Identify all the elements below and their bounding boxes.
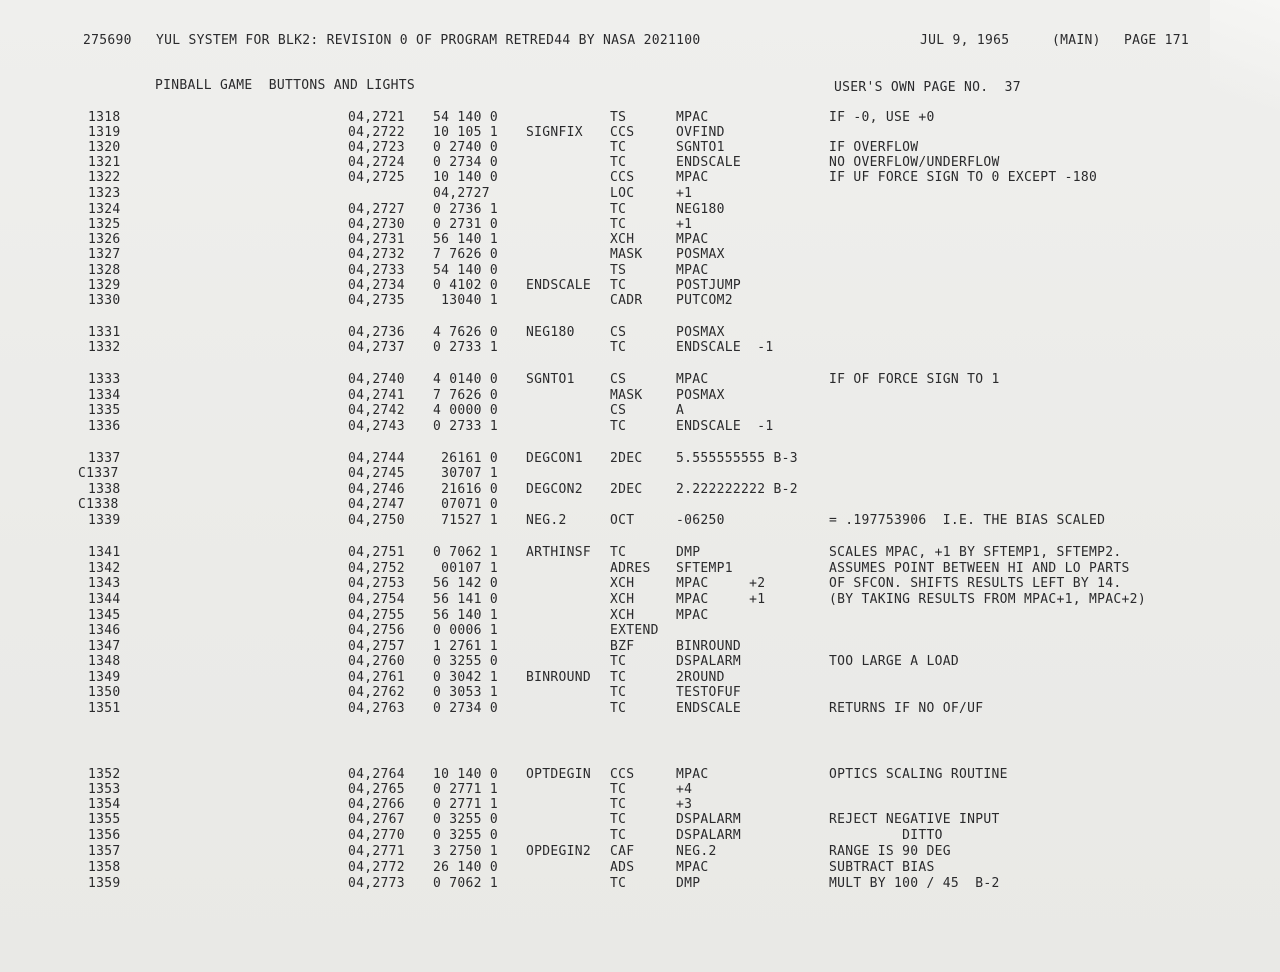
opcode: TC bbox=[610, 140, 627, 155]
operand: OVFIND bbox=[676, 125, 725, 140]
comment: SUBTRACT BIAS bbox=[829, 860, 935, 875]
opcode: TC bbox=[610, 217, 627, 232]
line-number: 1344 bbox=[88, 592, 121, 607]
line-number: 1332 bbox=[88, 340, 121, 355]
machine-code: 3 2750 1 bbox=[433, 844, 499, 859]
line-number: 1356 bbox=[88, 828, 121, 843]
line-number: 1346 bbox=[88, 623, 121, 638]
machine-code: 0 3053 1 bbox=[433, 685, 499, 700]
address: 04,2747 bbox=[348, 497, 405, 512]
line-number: C1338 bbox=[78, 497, 119, 512]
opcode: TC bbox=[610, 876, 627, 891]
machine-code: 04,2727 bbox=[433, 186, 490, 201]
operand: ENDSCALE -1 bbox=[676, 419, 774, 434]
machine-code: 0 2740 0 bbox=[433, 140, 499, 155]
opcode: CS bbox=[610, 403, 627, 418]
line-number: 1325 bbox=[88, 217, 121, 232]
comment: NO OVERFLOW/UNDERFLOW bbox=[829, 155, 1000, 170]
symbol-label: SIGNFIX bbox=[526, 125, 583, 140]
machine-code: 10 140 0 bbox=[433, 767, 499, 782]
symbol-label: ARTHINSF bbox=[526, 545, 592, 560]
line-number: 1318 bbox=[88, 110, 121, 125]
machine-code: 54 140 0 bbox=[433, 110, 499, 125]
line-number: 1357 bbox=[88, 844, 121, 859]
address: 04,2763 bbox=[348, 701, 405, 716]
address: 04,2764 bbox=[348, 767, 405, 782]
opcode: XCH bbox=[610, 592, 635, 607]
comment: = .197753906 I.E. THE BIAS SCALED bbox=[829, 513, 1106, 528]
opcode: TC bbox=[610, 419, 627, 434]
address: 04,2734 bbox=[348, 278, 405, 293]
address: 04,2725 bbox=[348, 170, 405, 185]
address: 04,2761 bbox=[348, 670, 405, 685]
machine-code: 0 4102 0 bbox=[433, 278, 499, 293]
operand: POSMAX bbox=[676, 247, 725, 262]
symbol-label: DEGCON2 bbox=[526, 482, 583, 497]
opcode: MASK bbox=[610, 247, 643, 262]
line-number: 1342 bbox=[88, 561, 121, 576]
operand: DSPALARM bbox=[676, 654, 742, 669]
address: 04,2756 bbox=[348, 623, 405, 638]
opcode: MASK bbox=[610, 388, 643, 403]
machine-code: 21616 0 bbox=[433, 482, 499, 497]
line-number: 1327 bbox=[88, 247, 121, 262]
operand: ENDSCALE -1 bbox=[676, 340, 774, 355]
opcode: OCT bbox=[610, 513, 635, 528]
symbol-label: OPTDEGIN bbox=[526, 767, 592, 782]
address: 04,2721 bbox=[348, 110, 405, 125]
line-number: 1339 bbox=[88, 513, 121, 528]
operand: MPAC bbox=[676, 263, 709, 278]
machine-code: 26 140 0 bbox=[433, 860, 499, 875]
machine-code: 0 2771 1 bbox=[433, 797, 499, 812]
opcode: CS bbox=[610, 372, 627, 387]
machine-code: 4 7626 0 bbox=[433, 325, 499, 340]
address: 04,2750 bbox=[348, 513, 405, 528]
machine-code: 0 2731 0 bbox=[433, 217, 499, 232]
opcode: TC bbox=[610, 202, 627, 217]
operand: SFTEMP1 bbox=[676, 561, 733, 576]
operand: 5.555555555 B-3 bbox=[676, 451, 798, 466]
machine-code: 7 7626 0 bbox=[433, 247, 499, 262]
address: 04,2752 bbox=[348, 561, 405, 576]
opcode: CCS bbox=[610, 767, 635, 782]
machine-code: 0 3255 0 bbox=[433, 828, 499, 843]
line-number: 1359 bbox=[88, 876, 121, 891]
machine-code: 4 0140 0 bbox=[433, 372, 499, 387]
address: 04,2736 bbox=[348, 325, 405, 340]
symbol-label: NEG180 bbox=[526, 325, 575, 340]
machine-code: 07071 0 bbox=[433, 497, 499, 512]
operand: -06250 bbox=[676, 513, 725, 528]
address: 04,2733 bbox=[348, 263, 405, 278]
operand: POSMAX bbox=[676, 325, 725, 340]
address: 04,2773 bbox=[348, 876, 405, 891]
line-number: C1337 bbox=[78, 466, 119, 481]
machine-code: 7 7626 0 bbox=[433, 388, 499, 403]
opcode: TC bbox=[610, 782, 627, 797]
comment: DITTO bbox=[829, 828, 943, 843]
opcode: TC bbox=[610, 797, 627, 812]
opcode: CS bbox=[610, 325, 627, 340]
opcode: TS bbox=[610, 263, 627, 278]
section-title: PINBALL GAME BUTTONS AND LIGHTS bbox=[155, 78, 416, 93]
listing-date: JUL 9, 1965 bbox=[920, 33, 1010, 48]
operand: MPAC +2 bbox=[676, 576, 766, 591]
line-number: 1350 bbox=[88, 685, 121, 700]
line-number: 1354 bbox=[88, 797, 121, 812]
machine-code: 0 7062 1 bbox=[433, 545, 499, 560]
machine-code: 56 140 1 bbox=[433, 608, 499, 623]
symbol-label: BINROUND bbox=[526, 670, 592, 685]
machine-code: 13040 1 bbox=[433, 293, 499, 308]
opcode: TC bbox=[610, 654, 627, 669]
operand: DSPALARM bbox=[676, 828, 742, 843]
operand: MPAC bbox=[676, 110, 709, 125]
opcode: CADR bbox=[610, 293, 643, 308]
machine-code: 0 0006 1 bbox=[433, 623, 499, 638]
machine-code: 56 142 0 bbox=[433, 576, 499, 591]
operand: BINROUND bbox=[676, 639, 742, 654]
operand: MPAC bbox=[676, 608, 709, 623]
operand: ENDSCALE bbox=[676, 701, 742, 716]
address: 04,2757 bbox=[348, 639, 405, 654]
machine-code: 56 140 1 bbox=[433, 232, 499, 247]
operand: 2ROUND bbox=[676, 670, 725, 685]
comment: IF -0, USE +0 bbox=[829, 110, 935, 125]
line-number: 1347 bbox=[88, 639, 121, 654]
opcode: LOC bbox=[610, 186, 635, 201]
machine-code: 0 3042 1 bbox=[433, 670, 499, 685]
opcode: ADS bbox=[610, 860, 635, 875]
opcode: CAF bbox=[610, 844, 635, 859]
line-number: 1358 bbox=[88, 860, 121, 875]
opcode: TC bbox=[610, 545, 627, 560]
symbol-label: SGNTO1 bbox=[526, 372, 575, 387]
operand: POSTJUMP bbox=[676, 278, 742, 293]
address: 04,2751 bbox=[348, 545, 405, 560]
operand: MPAC bbox=[676, 767, 709, 782]
opcode: TC bbox=[610, 155, 627, 170]
opcode: TC bbox=[610, 340, 627, 355]
system-line: YUL SYSTEM FOR BLK2: REVISION 0 OF PROGRAM RETRED44 BY NASA 2021100 bbox=[156, 33, 701, 48]
address: 04,2760 bbox=[348, 654, 405, 669]
comment: SCALES MPAC, +1 BY SFTEMP1, SFTEMP2. bbox=[829, 545, 1122, 560]
line-number: 1337 bbox=[88, 451, 121, 466]
line-number: 1324 bbox=[88, 202, 121, 217]
opcode: TS bbox=[610, 110, 627, 125]
machine-code: 0 2736 1 bbox=[433, 202, 499, 217]
operand: SGNTO1 bbox=[676, 140, 725, 155]
line-number: 1336 bbox=[88, 419, 121, 434]
operand: A bbox=[676, 403, 685, 418]
users-page-number: USER'S OWN PAGE NO. 37 bbox=[834, 80, 1021, 95]
operand: MPAC bbox=[676, 372, 709, 387]
address: 04,2745 bbox=[348, 466, 405, 481]
line-number: 1349 bbox=[88, 670, 121, 685]
page-edge-shading bbox=[1210, 0, 1280, 140]
machine-code: 10 140 0 bbox=[433, 170, 499, 185]
address: 04,2767 bbox=[348, 812, 405, 827]
address: 04,2737 bbox=[348, 340, 405, 355]
operand: MPAC bbox=[676, 860, 709, 875]
comment: (BY TAKING RESULTS FROM MPAC+1, MPAC+2) bbox=[829, 592, 1146, 607]
comment: IF OF FORCE SIGN TO 1 bbox=[829, 372, 1000, 387]
comment: TOO LARGE A LOAD bbox=[829, 654, 960, 669]
opcode: XCH bbox=[610, 608, 635, 623]
opcode: BZF bbox=[610, 639, 635, 654]
address: 04,2727 bbox=[348, 202, 405, 217]
symbol-label: ENDSCALE bbox=[526, 278, 592, 293]
operand: PUTCOM2 bbox=[676, 293, 733, 308]
address: 04,2730 bbox=[348, 217, 405, 232]
line-number: 1351 bbox=[88, 701, 121, 716]
opcode: TC bbox=[610, 701, 627, 716]
machine-code: 30707 1 bbox=[433, 466, 499, 481]
machine-code: 56 141 0 bbox=[433, 592, 499, 607]
operand: TESTOFUF bbox=[676, 685, 742, 700]
address: 04,2722 bbox=[348, 125, 405, 140]
line-number: 1353 bbox=[88, 782, 121, 797]
address: 04,2755 bbox=[348, 608, 405, 623]
comment: ASSUMES POINT BETWEEN HI AND LO PARTS bbox=[829, 561, 1130, 576]
operand: 2.222222222 B-2 bbox=[676, 482, 798, 497]
symbol-label: OPDEGIN2 bbox=[526, 844, 592, 859]
comment: REJECT NEGATIVE INPUT bbox=[829, 812, 1000, 827]
section-label: (MAIN) bbox=[1052, 33, 1101, 48]
operand: +3 bbox=[676, 797, 693, 812]
symbol-label: DEGCON1 bbox=[526, 451, 583, 466]
address: 04,2753 bbox=[348, 576, 405, 591]
address: 04,2746 bbox=[348, 482, 405, 497]
machine-code: 26161 0 bbox=[433, 451, 499, 466]
line-number: 1334 bbox=[88, 388, 121, 403]
line-number: 1319 bbox=[88, 125, 121, 140]
line-number: 1326 bbox=[88, 232, 121, 247]
address: 04,2742 bbox=[348, 403, 405, 418]
machine-code: 10 105 1 bbox=[433, 125, 499, 140]
line-number: 1321 bbox=[88, 155, 121, 170]
comment: OPTICS SCALING ROUTINE bbox=[829, 767, 1008, 782]
operand: MPAC +1 bbox=[676, 592, 766, 607]
address: 04,2732 bbox=[348, 247, 405, 262]
line-number: 1341 bbox=[88, 545, 121, 560]
comment: IF OVERFLOW bbox=[829, 140, 919, 155]
address: 04,2735 bbox=[348, 293, 405, 308]
machine-code: 0 7062 1 bbox=[433, 876, 499, 891]
comment: RETURNS IF NO OF/UF bbox=[829, 701, 984, 716]
opcode: ADRES bbox=[610, 561, 651, 576]
comment: IF UF FORCE SIGN TO 0 EXCEPT -180 bbox=[829, 170, 1098, 185]
opcode: CCS bbox=[610, 170, 635, 185]
line-number: 1338 bbox=[88, 482, 121, 497]
operand: +1 bbox=[676, 186, 693, 201]
opcode: EXTEND bbox=[610, 623, 659, 638]
machine-code: 0 2734 0 bbox=[433, 155, 499, 170]
line-number: 1322 bbox=[88, 170, 121, 185]
operand: DMP bbox=[676, 545, 701, 560]
opcode: 2DEC bbox=[610, 482, 643, 497]
machine-code: 54 140 0 bbox=[433, 263, 499, 278]
machine-code: 0 2771 1 bbox=[433, 782, 499, 797]
operand: NEG.2 bbox=[676, 844, 717, 859]
comment: MULT BY 100 / 45 B-2 bbox=[829, 876, 1000, 891]
operand: DMP bbox=[676, 876, 701, 891]
address: 04,2762 bbox=[348, 685, 405, 700]
address: 04,2766 bbox=[348, 797, 405, 812]
address: 04,2770 bbox=[348, 828, 405, 843]
line-number: 1352 bbox=[88, 767, 121, 782]
opcode: 2DEC bbox=[610, 451, 643, 466]
job-id: 275690 bbox=[83, 33, 132, 48]
operand: MPAC bbox=[676, 170, 709, 185]
address: 04,2744 bbox=[348, 451, 405, 466]
opcode: TC bbox=[610, 828, 627, 843]
page-number: PAGE 171 bbox=[1124, 33, 1190, 48]
address: 04,2771 bbox=[348, 844, 405, 859]
line-number: 1328 bbox=[88, 263, 121, 278]
line-number: 1345 bbox=[88, 608, 121, 623]
opcode: TC bbox=[610, 278, 627, 293]
operand: DSPALARM bbox=[676, 812, 742, 827]
address: 04,2724 bbox=[348, 155, 405, 170]
line-number: 1331 bbox=[88, 325, 121, 340]
operand: ENDSCALE bbox=[676, 155, 742, 170]
comment: OF SFCON. SHIFTS RESULTS LEFT BY 14. bbox=[829, 576, 1122, 591]
machine-code: 0 3255 0 bbox=[433, 812, 499, 827]
symbol-label: NEG.2 bbox=[526, 513, 567, 528]
machine-code: 0 3255 0 bbox=[433, 654, 499, 669]
line-number: 1335 bbox=[88, 403, 121, 418]
operand: NEG180 bbox=[676, 202, 725, 217]
comment: RANGE IS 90 DEG bbox=[829, 844, 951, 859]
address: 04,2741 bbox=[348, 388, 405, 403]
line-number: 1329 bbox=[88, 278, 121, 293]
machine-code: 0 2733 1 bbox=[433, 419, 499, 434]
machine-code: 1 2761 1 bbox=[433, 639, 499, 654]
machine-code: 0 2733 1 bbox=[433, 340, 499, 355]
line-number: 1355 bbox=[88, 812, 121, 827]
opcode: XCH bbox=[610, 232, 635, 247]
line-number: 1333 bbox=[88, 372, 121, 387]
machine-code: 71527 1 bbox=[433, 513, 499, 528]
operand: +1 bbox=[676, 217, 693, 232]
opcode: XCH bbox=[610, 576, 635, 591]
line-number: 1330 bbox=[88, 293, 121, 308]
machine-code: 00107 1 bbox=[433, 561, 499, 576]
opcode: TC bbox=[610, 670, 627, 685]
line-number: 1348 bbox=[88, 654, 121, 669]
line-number: 1323 bbox=[88, 186, 121, 201]
address: 04,2731 bbox=[348, 232, 405, 247]
operand: POSMAX bbox=[676, 388, 725, 403]
opcode: CCS bbox=[610, 125, 635, 140]
machine-code: 4 0000 0 bbox=[433, 403, 499, 418]
address: 04,2743 bbox=[348, 419, 405, 434]
address: 04,2772 bbox=[348, 860, 405, 875]
opcode: TC bbox=[610, 812, 627, 827]
line-number: 1320 bbox=[88, 140, 121, 155]
operand: MPAC bbox=[676, 232, 709, 247]
operand: +4 bbox=[676, 782, 693, 797]
opcode: TC bbox=[610, 685, 627, 700]
address: 04,2740 bbox=[348, 372, 405, 387]
line-number: 1343 bbox=[88, 576, 121, 591]
machine-code: 0 2734 0 bbox=[433, 701, 499, 716]
address: 04,2754 bbox=[348, 592, 405, 607]
address: 04,2723 bbox=[348, 140, 405, 155]
address: 04,2765 bbox=[348, 782, 405, 797]
